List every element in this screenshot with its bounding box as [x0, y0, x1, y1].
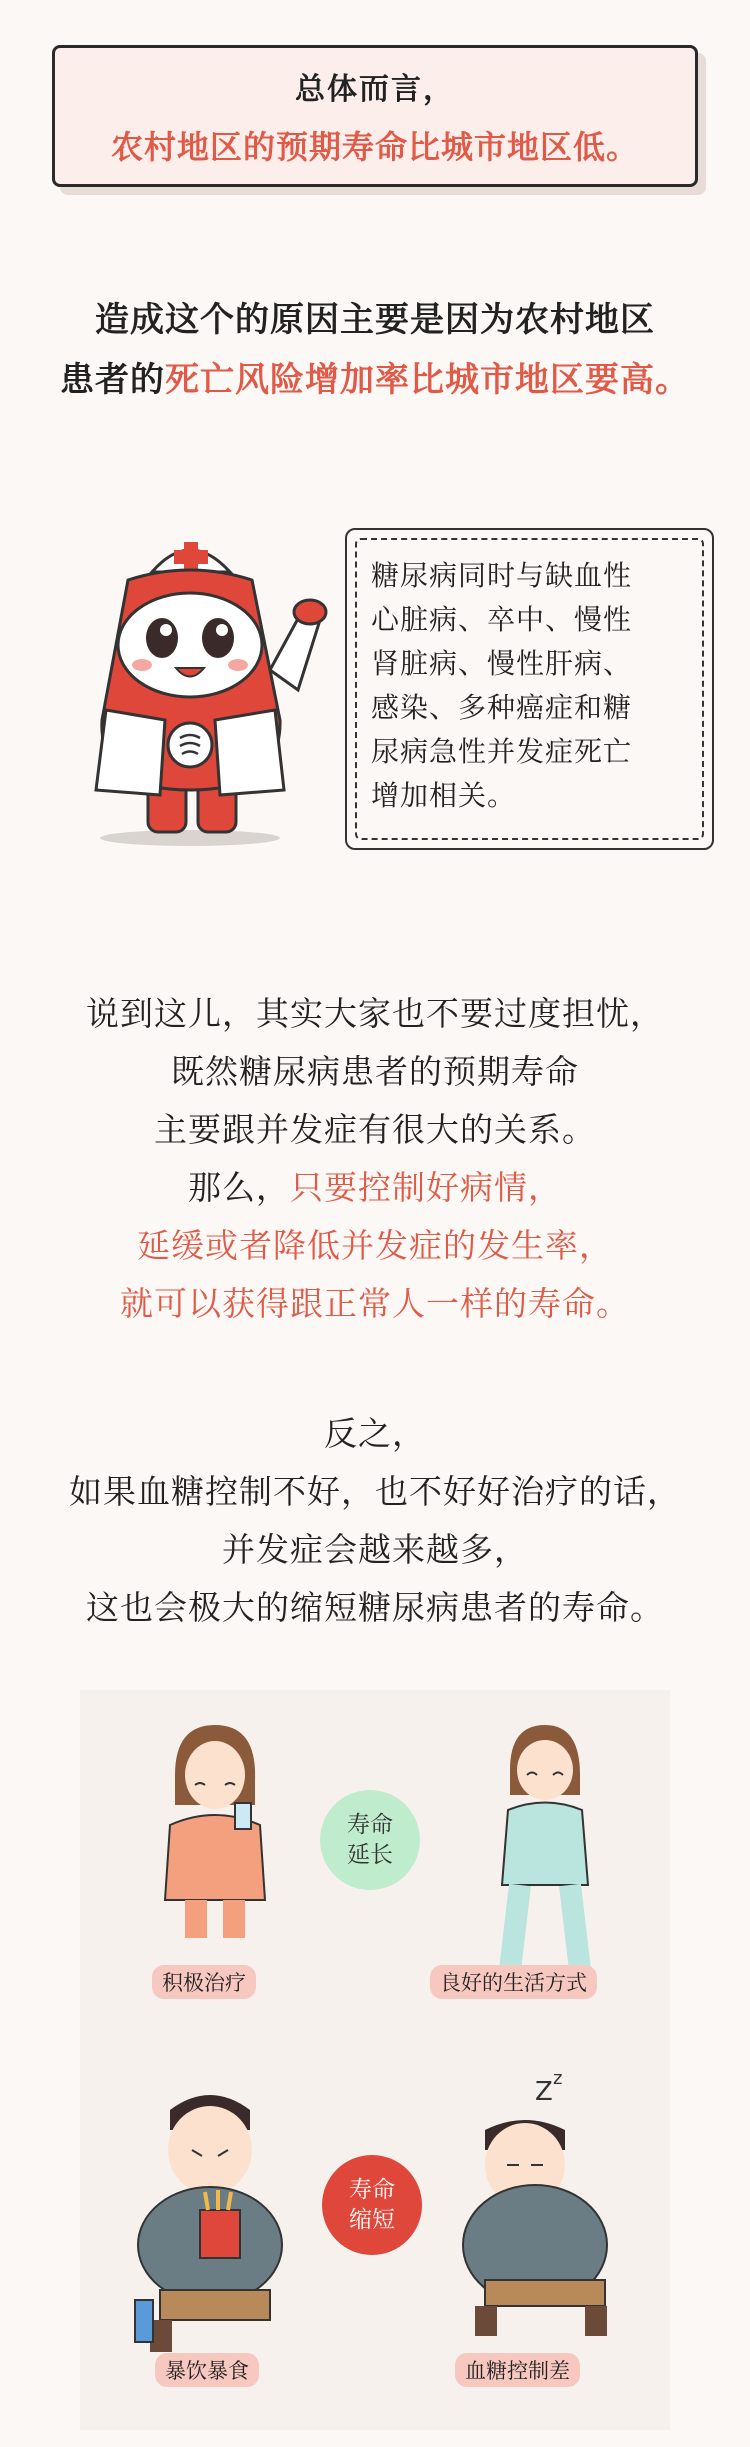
reason-line2: [0, 350, 750, 410]
svg-text:Z: Z: [535, 2077, 553, 2107]
man-sleepy-illustration: [435, 2070, 635, 2340]
lifespan-shorten-circle: [322, 2155, 422, 2255]
worry-line3: 主要跟并发症有很大的关系。: [154, 1110, 596, 1149]
worry-line2: 既然糖尿病患者的预期寿命: [171, 1052, 579, 1091]
robot-doctor-mascot: [70, 520, 340, 850]
shorten-line1: 寿命: [349, 2177, 395, 2203]
worry-line1: 说到这儿，其实大家也不要过度担忧，: [86, 994, 664, 1033]
reason-prefix: 患者的: [60, 360, 165, 400]
reason-highlight: 死亡风险增加率比城市地区要高。: [165, 360, 690, 400]
worry-line5: 延缓或者降低并发症的发生率，: [137, 1226, 613, 1265]
info-line: 肾脏病、慢性肝病、: [371, 647, 633, 680]
info-box: [345, 528, 714, 850]
title-line1: 总体而言，: [295, 72, 455, 107]
reason-paragraph: [0, 290, 750, 410]
extend-line1: 寿命: [347, 1812, 393, 1838]
label-overeating: 暴饮暴食: [155, 2353, 259, 2387]
lifespan-extend-circle: [320, 1790, 420, 1890]
contrary-line1: 反之，: [324, 1414, 426, 1453]
reason-line1: 造成这个的原因主要是因为农村地区: [95, 300, 655, 340]
worry-line6: 就可以获得跟正常人一样的寿命。: [120, 1284, 630, 1323]
title-line2: 农村地区的预期寿命比城市地区低。: [110, 128, 639, 166]
label-poor-glucose: 血糖控制差: [455, 2353, 580, 2387]
info-line: 尿病急性并发症死亡: [371, 735, 633, 768]
contrary-paragraph: [0, 1405, 750, 1637]
info-line: 增加相关。: [371, 779, 517, 812]
worry-highlight: 只要控制好病情，: [290, 1168, 562, 1207]
woman-jogging-illustration: [480, 1715, 610, 1985]
label-active-treatment: 积极治疗: [152, 1965, 256, 1999]
woman-drinking-illustration: [145, 1715, 285, 1945]
label-good-lifestyle: 良好的生活方式: [430, 1965, 597, 1999]
info-box-text: [355, 538, 704, 840]
contrary-line2: 如果血糖控制不好，也不好好治疗的话，: [69, 1472, 681, 1511]
man-overeating-illustration: [130, 2080, 330, 2360]
title-box: [52, 45, 698, 187]
info-line: 感染、多种癌症和糖: [371, 691, 633, 724]
worry-prefix: 那么，: [188, 1168, 290, 1207]
extend-line2: 延长: [347, 1842, 393, 1868]
info-line: 糖尿病同时与缺血性: [371, 559, 633, 592]
worry-paragraph: [0, 985, 750, 1333]
contrary-line3: 并发症会越来越多，: [222, 1530, 528, 1569]
worry-line4: [0, 1159, 750, 1217]
svg-text:z: z: [553, 2070, 563, 2089]
contrary-line4: 这也会极大的缩短糖尿病患者的寿命。: [86, 1588, 664, 1627]
shorten-line2: 缩短: [349, 2207, 395, 2233]
info-line: 心脏病、卒中、慢性: [371, 603, 633, 636]
